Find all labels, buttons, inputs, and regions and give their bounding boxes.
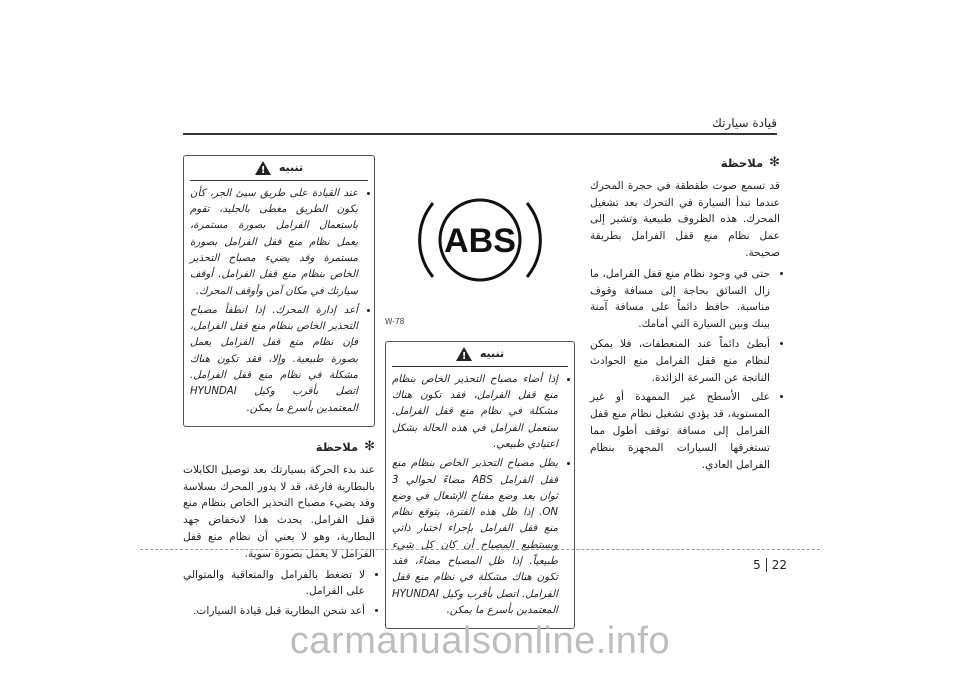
caution-title: تنبيه	[278, 161, 304, 174]
figure-code: W-78	[385, 317, 405, 327]
caution-bullets	[190, 186, 368, 417]
note-bullets	[183, 567, 375, 620]
list-item: • إذا أضاء مصباح التحذير الخاص بنظام منع قفل الفرامل، فقد تكون هناك مشكلة في نظام منع قفل الفرامل. ستعمل الفرامل في هذه الحالة بشكل اعتيادي طبيعي.	[392, 372, 558, 453]
note-heading	[183, 439, 375, 456]
list-item: • أعد شحن البطارية قبل قيادة السيارات.	[183, 603, 365, 620]
abs-label: ABS	[444, 222, 516, 260]
caution-title: تنبيه	[479, 347, 505, 360]
list-item: • على الأسطح غير الممهدة أو غير المستوية، قد يؤدي تشغيل نظام منع قفل الفرامل إلى مسافة توقف أطول مما تستغرقها السيارات المجهزة بنظام الفرامل العادي.	[590, 389, 770, 473]
abs-warning-figure	[385, 155, 575, 335]
section-number: 5	[753, 558, 761, 572]
note-title: ملاحظة	[315, 439, 359, 454]
watermark: carmanualsonline.info	[289, 620, 671, 662]
warning-triangle-icon	[456, 347, 472, 361]
note-heading	[590, 155, 780, 172]
note-text: عند بدء الحركة بسيارتك بعد توصيل الكابلات بالبطارية فارغة، قد لا يدور المحرك بسلاسة وقد يضيء مصباح التحذير الخاص بنظام منع قفل الفرامل. يحدث هذا لانخفاض جهد البطارية، وهو لا يعني أن نظام منع قفل الفرامل لا يعمل بصورة سوية.	[183, 463, 375, 560]
list-item: • أعد إدارة المحرك. إذا انطفأ مصباح التحذير الخاص بنظام منع قفل الفرامل، فإن نظام منع قفل الفرامل يعمل بصورة طبيعية. وإلا، فقد تكون هناك مشكلة في نظام منع قفل الفرامل. اتصل بأقرب وكيل HYUNDAI المعتمدين بأسرع ما يمكن.	[190, 303, 358, 417]
header-divider	[183, 133, 777, 135]
page-number	[753, 558, 787, 572]
page-separator	[766, 558, 767, 572]
page-number-value: 22	[771, 558, 787, 572]
note-bullets	[590, 266, 780, 474]
list-item: • حتى في وجود نظام منع قفل الفرامل، ما زال السائق بحاجة إلى مسافة وقوف مناسبة. حافظ دائماً على مسافة آمنة بينك وبين السيارة التي أمامك.	[590, 266, 770, 333]
list-item: • أبطئ دائماً عند المنعطفات، فلا يمكن لنظام منع قفل الفرامل منع الحوادث الناتجة عن السرعة الزائدة.	[590, 336, 770, 386]
caution-box	[385, 341, 575, 629]
middle-column	[385, 155, 575, 629]
caution-header	[190, 160, 368, 181]
right-column	[590, 155, 780, 476]
asterisk-icon: ✻	[364, 438, 375, 454]
note-title: ملاحظة	[720, 156, 764, 170]
footer-divider	[140, 549, 820, 550]
list-item: • يظل مصباح التحذير الخاص بنظام منع قفل الفرامل ABS مضاءً لحوالي 3 ثوان بعد وضع مفتاح الإشعال في وضع ON. إذا ظل هذه الفترة، يتوقع نظام منع قفل الفرامل بإجراء اختبار ذاتي ويستطيع المصباح أن كان كل شيء طبيعياً. إذا ظل المصباح مضاءً، فقد تكون هناك مشكلة في نظام منع قفل الفرامل. اتصل بأقرب وكيل HYUNDAI المعتمدين بأسرع ما يمكن.	[392, 456, 558, 619]
left-column	[183, 155, 375, 623]
caution-bullets	[392, 372, 568, 619]
abs-warning-light-icon	[385, 155, 575, 335]
list-item: • لا تضغط بالفرامل والمتعاقبة والمتوالي على الفرامل.	[183, 567, 365, 601]
asterisk-icon: ✻	[769, 155, 780, 170]
caution-box	[183, 155, 375, 427]
warning-triangle-icon	[255, 161, 271, 175]
list-item: • عند القيادة على طريق سيئ الجر، كأن يكون الطريق مغطى بالجليد، تقوم باستعمال الفرامل بصورة مستمرة، يعمل نظام منع قفل الفرامل بصورة مستمرة وقد يضيء مصباح التحذير الخاص بنظام منع قفل الفرامل. أوقف سيارتك في مكان آمن وأوقف المحرك.	[190, 186, 358, 300]
chapter-title: قيادة سيارتك	[711, 116, 777, 130]
caution-header	[392, 346, 568, 367]
note-intro: قد تسمع صوت طقطقة في حجرة المحرك عندما تبدأ السيارة في التحرك بعد تشغيل المحرك. هذه الظروف طبيعية وتشير إلى عمل نظام منع قفل الفرامل بطريقة صحيحة.	[590, 179, 780, 259]
